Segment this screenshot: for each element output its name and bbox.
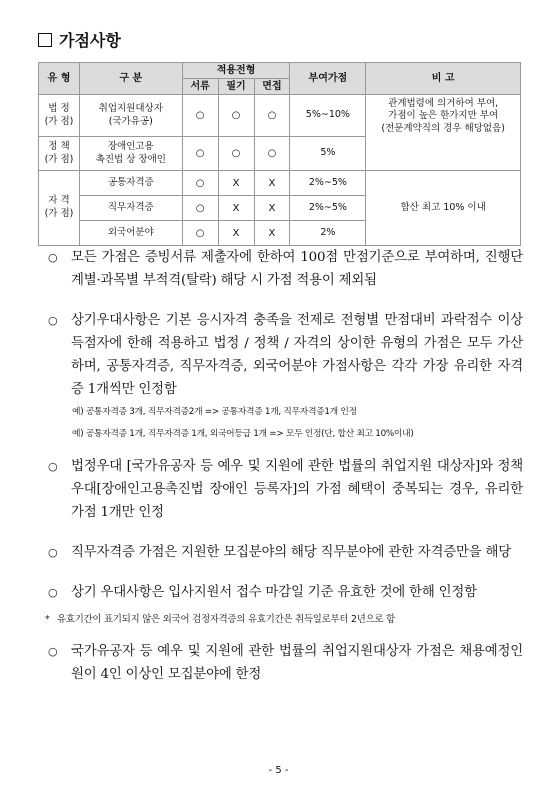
mark-written: ○ <box>218 137 254 171</box>
mark-interview: ○ <box>254 95 290 137</box>
list-item-text: 상기우대사항은 기본 응시자격 충족을 전제로 전형별 만점대비 과락점수 이상 득점자에 한해 적용하고 법정 / 정책 / 자격의 상이한 유형의 가점은 모두 가산하며, 공통자격증, 직무자격증, 외국어분야 가점사항은 각각 가장 유리한 자격증 1개씩만 인정함 <box>71 313 523 397</box>
circle-bullet-icon: ○ <box>48 251 58 264</box>
circle-bullet-icon: ○ <box>48 546 58 559</box>
row-remark: 합산 최고 10% 이내 <box>366 171 521 246</box>
list-item <box>45 455 523 524</box>
row-bonus: 2%∼5% <box>290 196 366 221</box>
mark-written: X <box>218 221 254 246</box>
row-category: 외국어분야 <box>79 221 182 246</box>
row-bonus: 5%∼10% <box>290 95 366 137</box>
mark-written: ○ <box>218 95 254 137</box>
circle-bullet-icon: ○ <box>48 460 58 473</box>
mark-interview: X <box>254 196 290 221</box>
header-bonus: 부여가점 <box>290 63 366 95</box>
mark-documents: ○ <box>182 95 218 137</box>
row-remark: 관계법령에 의거하여 부여, 가점이 높은 한가지만 부여 (전문계약직의 경우 해당없음) <box>366 95 521 171</box>
section-title: 가점사항 <box>59 31 121 50</box>
example-line: 예) 공통자격증 1개, 직무자격증 1개, 외국어등급 1개 => 모두 인정(단, 합산 최고 10%이내) <box>72 429 414 439</box>
row-type: 정 책 (가 점) <box>39 137 80 171</box>
list-item <box>45 581 523 604</box>
header-stage-written: 필기 <box>218 79 254 95</box>
list-item <box>45 246 523 292</box>
header-category: 구 분 <box>79 63 182 95</box>
header-type: 유 형 <box>39 63 80 95</box>
table-row <box>39 95 521 137</box>
row-category: 취업지원대상자 (국가유공) <box>79 95 182 137</box>
list-item <box>45 640 523 686</box>
circle-bullet-icon: ○ <box>48 314 58 327</box>
mark-documents: ○ <box>182 196 218 221</box>
row-category: 직무자격증 <box>79 196 182 221</box>
row-category: 장애인고용 촉진법 상 장애인 <box>79 137 182 171</box>
header-stage-documents: 서류 <box>182 79 218 95</box>
row-bonus: 2% <box>290 221 366 246</box>
row-bonus: 5% <box>290 137 366 171</box>
example-line: 예) 공통자격증 3개, 직무자격증2개 => 공통자격증 1개, 직무자격증1개 인정 <box>72 407 357 417</box>
mark-documents: ○ <box>182 171 218 196</box>
section-heading <box>38 28 121 51</box>
row-bonus: 2%∼5% <box>290 171 366 196</box>
mark-written: X <box>218 171 254 196</box>
row-type: 자 격 (가 점) <box>39 171 80 246</box>
row-type: 법 정 (가 점) <box>39 95 80 137</box>
circle-bullet-icon: ○ <box>48 586 58 599</box>
row-category: 공통자격증 <box>79 171 182 196</box>
page-number: - 5 - <box>268 765 289 776</box>
circle-bullet-icon: ○ <box>48 645 58 658</box>
mark-documents: ○ <box>182 137 218 171</box>
list-item-text: 상기 우대사항은 입사지원서 접수 마감일 기준 유효한 것에 한해 인정함 <box>71 585 477 600</box>
table-header-row <box>39 63 521 79</box>
list-item-text: 법정우대 [국가유공자 등 예우 및 지원에 관한 법률의 취업지원 대상자]와 정책우대[장애인고용촉진법 장애인 등록자]의 가점 혜택이 중복되는 경우, 유리한 가점 1개만 인정 <box>71 459 523 520</box>
mark-documents: ○ <box>182 221 218 246</box>
table-row <box>39 171 521 196</box>
mark-interview: X <box>254 221 290 246</box>
mark-written: X <box>218 196 254 221</box>
list-item-text: 모든 가점은 증빙서류 제출자에 한하여 100점 만점기준으로 부여하며, 진행단계별·과목별 부적격(탈락) 해당 시 가점 적용이 제외됨 <box>71 250 523 288</box>
mark-interview: ○ <box>254 137 290 171</box>
footnote-text: 유효기간이 표기되지 않은 외국어 검정자격증의 유효기간은 취득일로부터 2년으로 함 <box>57 614 395 625</box>
bonus-points-table <box>38 62 521 246</box>
list-item <box>45 309 523 401</box>
square-bullet-icon <box>38 33 52 47</box>
notes-list <box>45 246 523 686</box>
mark-interview: X <box>254 171 290 196</box>
header-stage-interview: 면접 <box>254 79 290 95</box>
list-item <box>45 541 523 564</box>
header-remarks: 비 고 <box>366 63 521 95</box>
footnote <box>45 610 523 630</box>
list-item-text: 국가유공자 등 예우 및 지원에 관한 법률의 취업지원대상자 가점은 채용예정인원이 4인 이상인 모집분야에 한정 <box>71 644 523 682</box>
asterisk-icon: * <box>45 614 50 625</box>
header-applied-stages: 적용전형 <box>182 63 290 79</box>
list-item-text: 직무자격증 가점은 지원한 모집분야의 해당 직무분야에 관한 자격증만을 해당 <box>71 545 511 560</box>
